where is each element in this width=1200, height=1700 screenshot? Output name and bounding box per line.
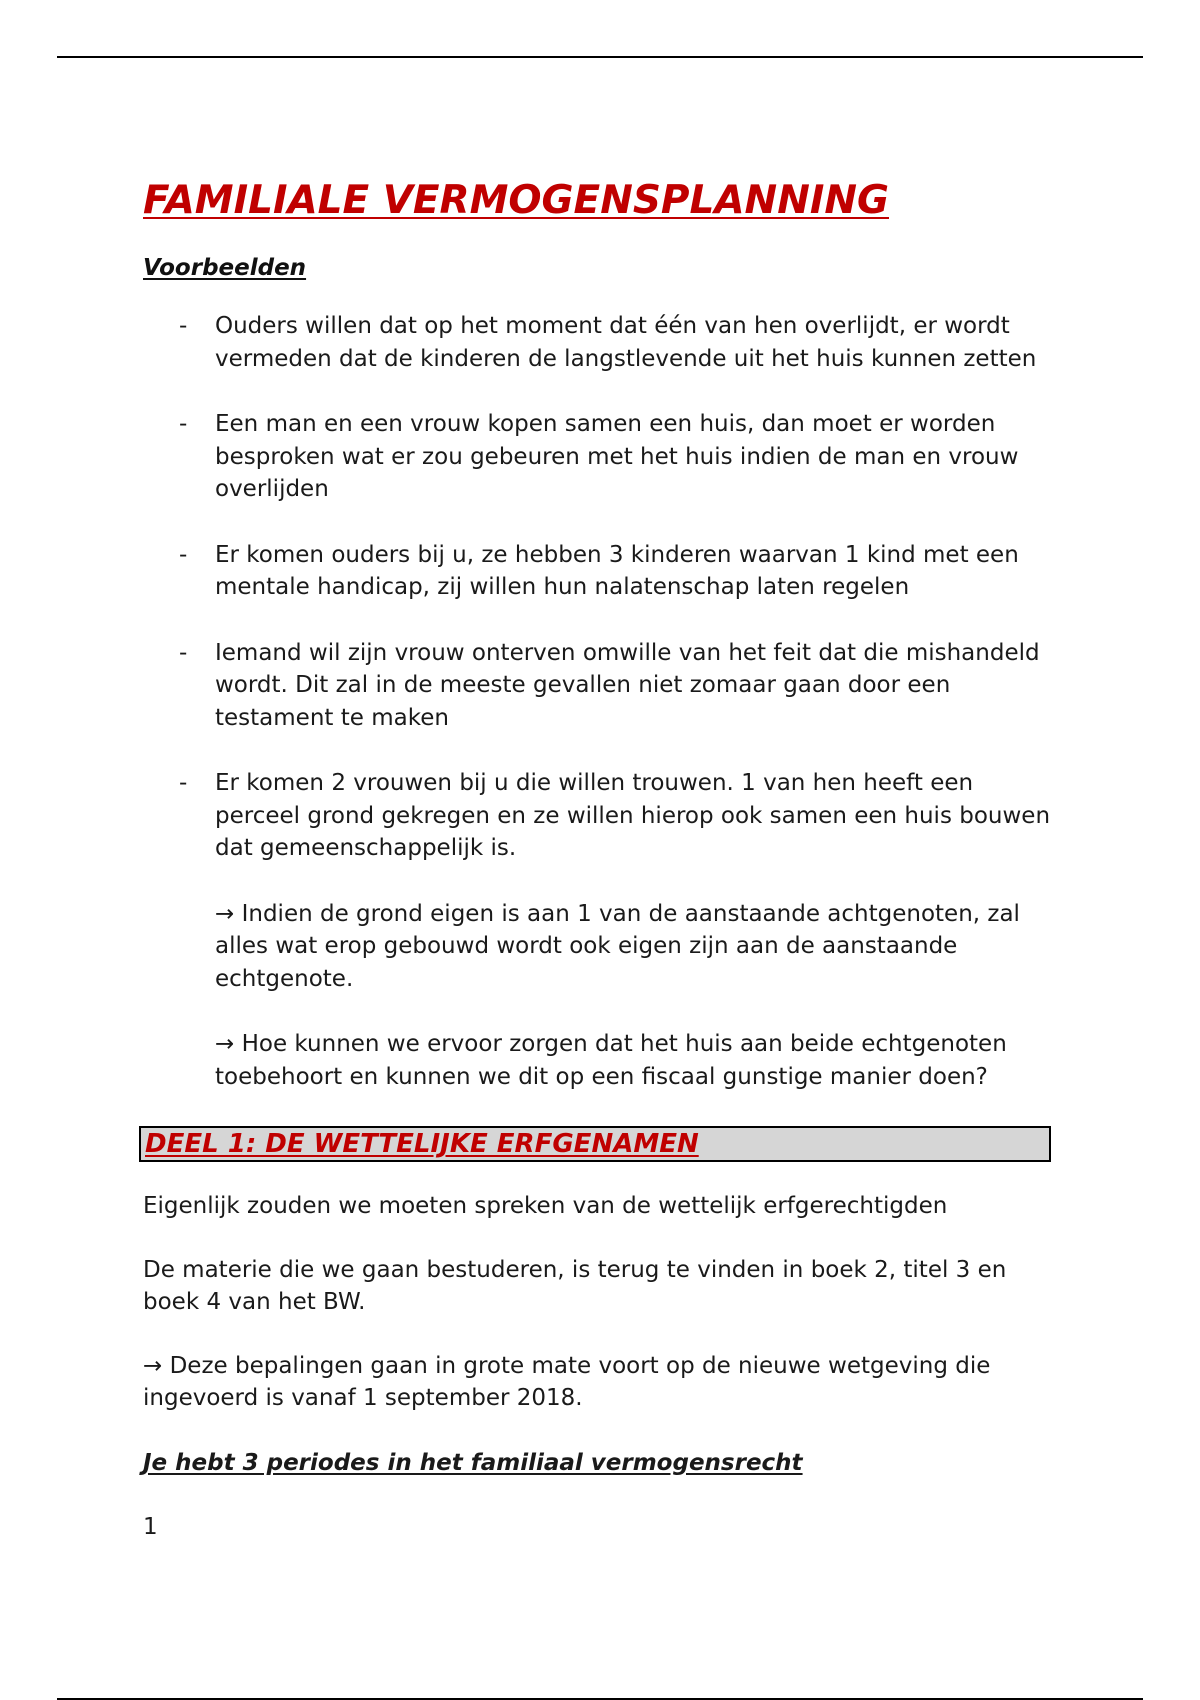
arrow-right-icon: → <box>143 1352 163 1379</box>
arrow-note-text: Hoe kunnen we ervoor zorgen dat het huis aan beide echtgenoten toebehoort en kunnen we dit op een fiscaal gunstige manier doen? <box>215 1031 1007 1090</box>
list-item-text: Ouders willen dat op het moment dat één van hen overlijdt, er wordt vermeden dat de kinderen de langstlevende uit het huis kunnen zetten <box>215 313 1037 372</box>
arrow-paragraph-text: Deze bepalingen gaan in grote mate voort op de nieuwe wetgeving die ingevoerd is vanaf 1 september 2018. <box>143 1352 991 1411</box>
section-title: DEEL 1: DE WETTELIJKE ERFGENAMEN <box>145 1129 699 1159</box>
list-dash: - <box>179 639 188 666</box>
header-rule <box>57 56 1143 58</box>
periods-heading: Je hebt 3 periodes in het familiaal vermogensrecht <box>143 1449 803 1476</box>
list-item <box>143 408 1063 506</box>
arrow-note-text: Indien de grond eigen is aan 1 van de aanstaande achtgenoten, zal alles wat erop gebouwd wordt ook eigen zijn aan de aanstaande echtgenote. <box>215 900 1020 992</box>
list-dash: - <box>179 770 188 796</box>
list-dash: - <box>179 411 188 437</box>
section-heading-box <box>139 1126 1051 1162</box>
arrow-paragraph <box>143 1350 1063 1415</box>
arrow-right-icon: → <box>215 900 235 927</box>
paragraph: De materie die we gaan bestuderen, is terug te vinden in boek 2, titel 3 en boek 4 van het BW. <box>143 1256 1007 1315</box>
arrow-note <box>143 1028 1063 1093</box>
list-item-text: Een man en een vrouw kopen samen een huis, dan moet er worden besproken wat er zou gebeuren met het huis indien de man en vrouw overlijden <box>215 411 1019 502</box>
list-item-text: Er komen 2 vrouwen bij u die willen trouwen. 1 van hen heeft een perceel grond gekregen en ze willen hierop ook samen een huis bouwen dat gemeenschappelijk is. <box>215 770 1051 861</box>
list-item <box>143 539 1063 604</box>
arrow-right-icon: → <box>215 1031 235 1057</box>
list-dash: - <box>179 313 188 339</box>
list-item-text: Er komen ouders bij u, ze hebben 3 kinderen waarvan 1 kind met een mentale handicap, zij willen hun nalatenschap laten regelen <box>215 541 1019 600</box>
paragraph: Eigenlijk zouden we moeten spreken van de wettelijk erfgerechtigden <box>143 1193 948 1219</box>
examples-heading: Voorbeelden <box>143 255 307 281</box>
page-content <box>143 176 1063 1543</box>
list-item <box>143 767 1063 865</box>
document-title: FAMILIALE VERMOGENSPLANNING <box>143 178 889 223</box>
list-item <box>143 310 1063 375</box>
list-item <box>143 637 1063 735</box>
page-number: 1 <box>143 1513 158 1540</box>
arrow-note <box>143 898 1063 996</box>
list-dash: - <box>179 541 188 568</box>
examples-list <box>143 310 1063 865</box>
list-item-text: Iemand wil zijn vrouw onterven omwille van het feit dat die mishandeld wordt. Dit zal in de meeste gevallen niet zomaar gaan door een testament te maken <box>215 639 1040 731</box>
